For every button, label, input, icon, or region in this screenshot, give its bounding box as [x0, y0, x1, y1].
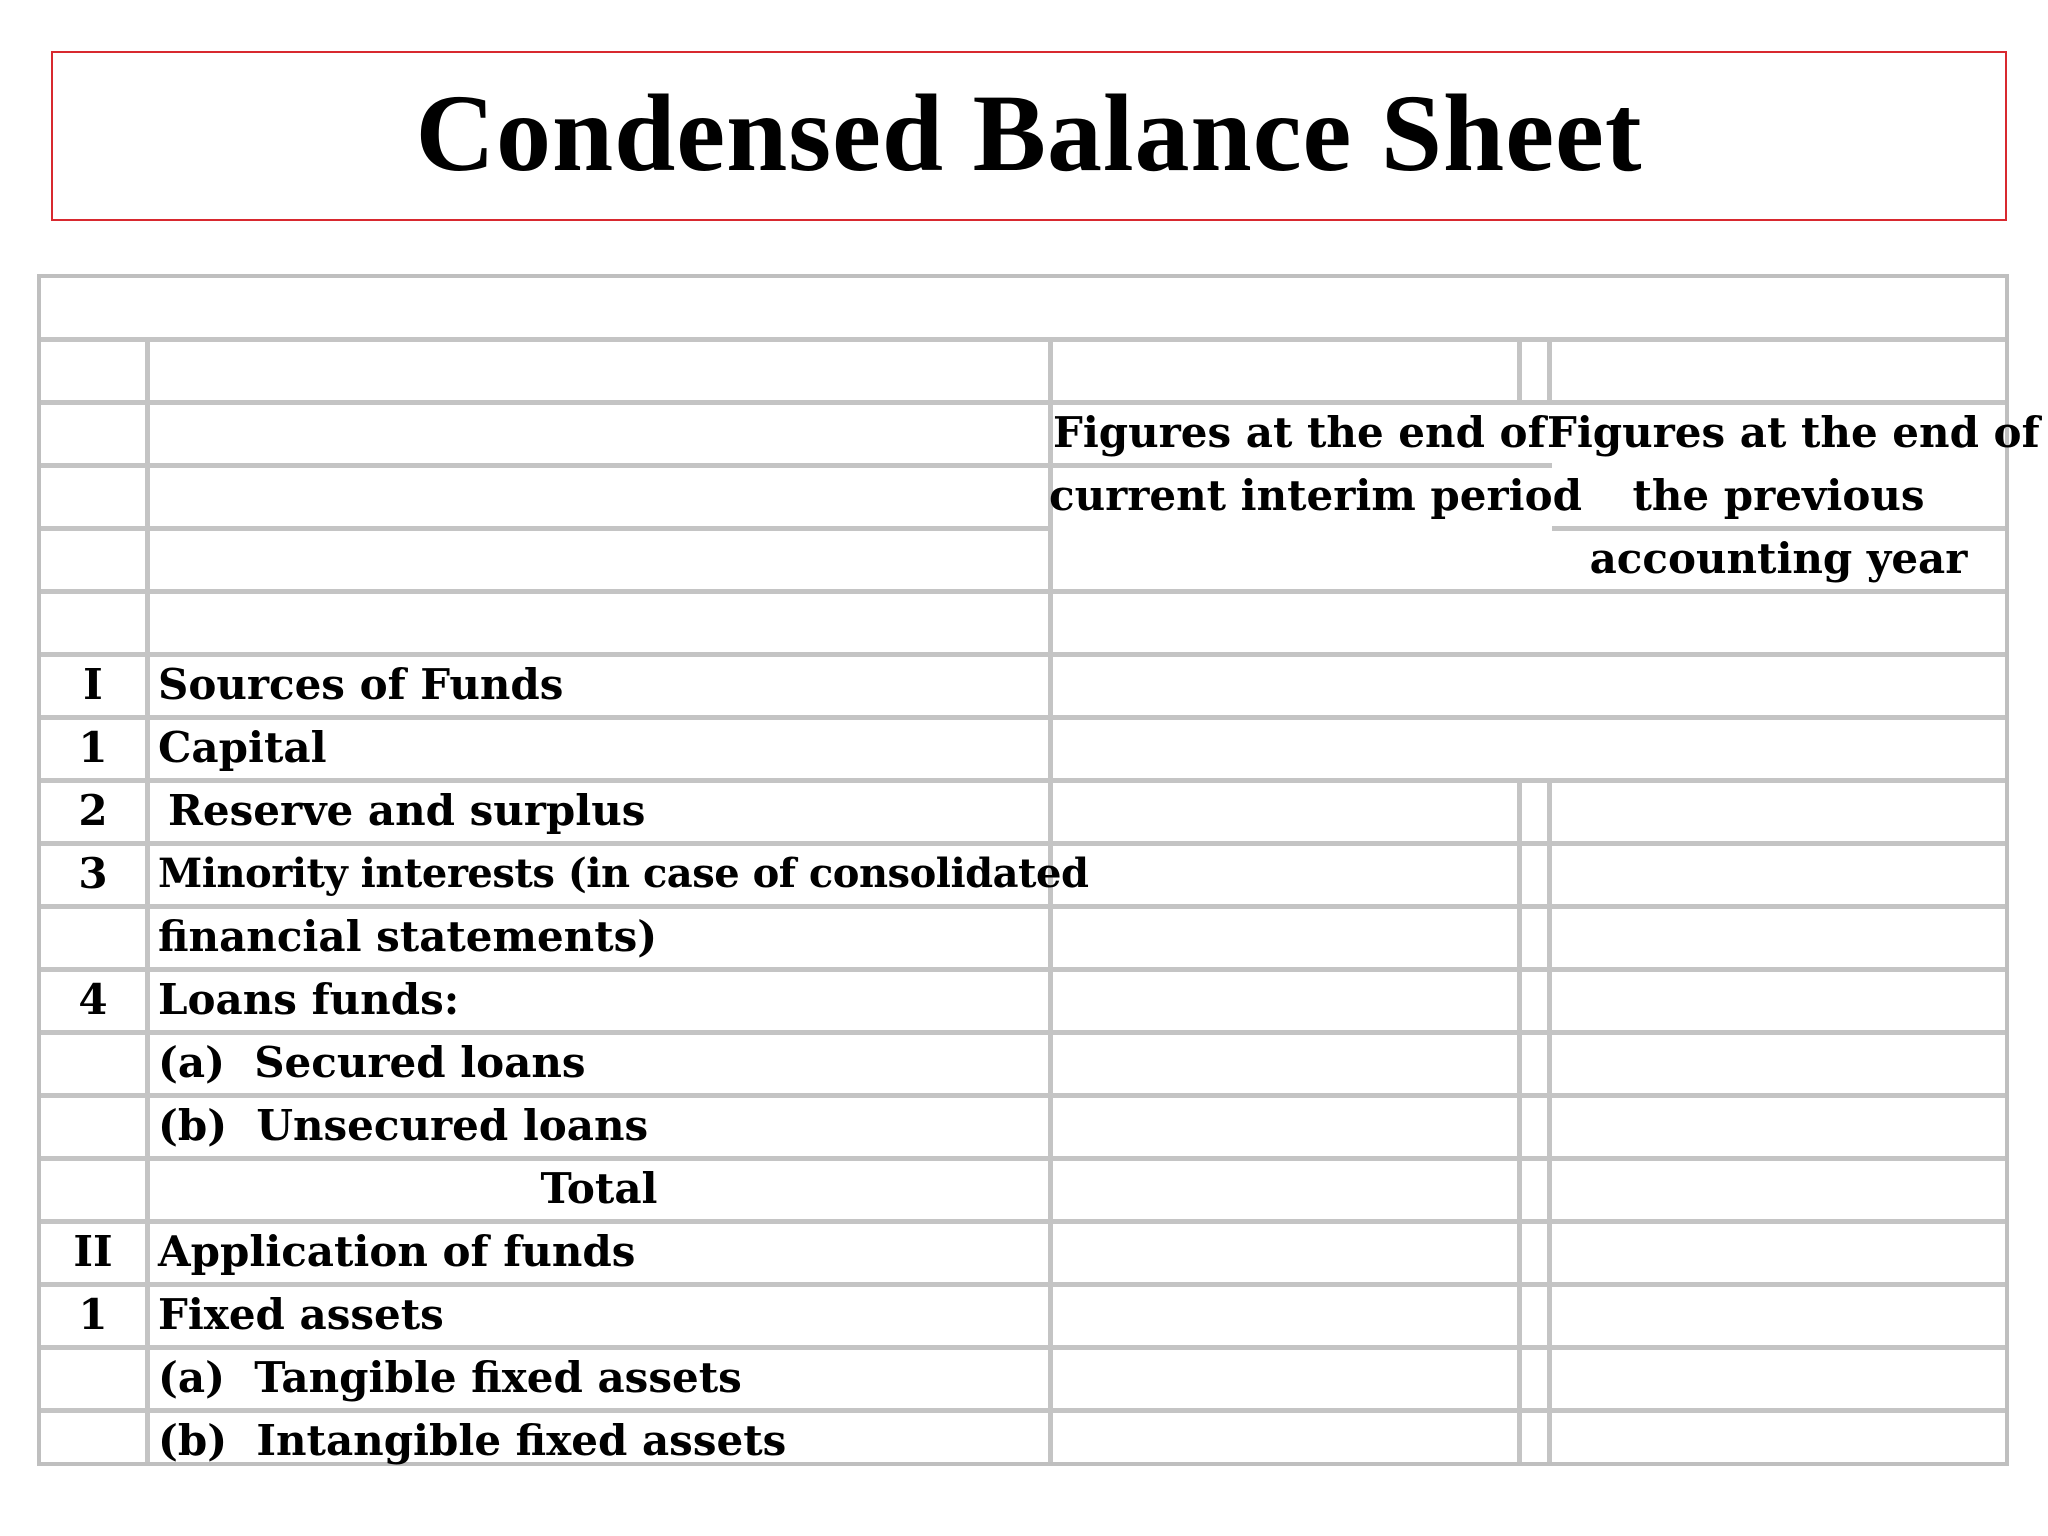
previous-year-header-line: Figures at the end of — [1547, 408, 2040, 457]
row-label: (b) Unsecured loans — [158, 1101, 649, 1150]
row-number: 1 — [78, 723, 108, 772]
row-number: 1 — [78, 1290, 108, 1339]
row-number: 2 — [78, 786, 108, 835]
row-label: Application of funds — [158, 1227, 636, 1276]
row-divider — [41, 337, 2005, 342]
previous-year-header-line: accounting year — [1589, 534, 1968, 583]
row-divider — [41, 589, 2005, 594]
column-divider — [1517, 778, 1522, 1462]
column-divider — [1517, 341, 1522, 404]
row-label: Loans funds: — [158, 975, 460, 1024]
balance-sheet-table — [37, 274, 2040, 1466]
column-divider — [1547, 341, 1552, 404]
row-number: 3 — [78, 849, 108, 898]
total-label: Total — [540, 1164, 658, 1213]
title-box — [51, 51, 2007, 221]
column-divider — [145, 341, 150, 1462]
row-label: Capital — [158, 723, 327, 772]
row-label: Reserve and surplus — [168, 786, 646, 835]
current-period-header-line: Figures at the end of — [1053, 408, 1546, 457]
column-divider — [1547, 778, 1552, 1462]
row-number: I — [83, 660, 103, 709]
row-divider — [41, 526, 1053, 531]
page-title: Condensed Balance Sheet — [415, 71, 1643, 194]
row-label: Fixed assets — [158, 1290, 444, 1339]
row-divider — [41, 715, 2005, 720]
current-period-header-line: current interim period — [1049, 471, 1582, 520]
row-number: II — [73, 1227, 113, 1276]
row-label: financial statements) — [158, 912, 658, 961]
row-label: (b) Intangible fixed assets — [158, 1416, 787, 1465]
row-label: Minority interests (in case of consolidated — [158, 850, 1089, 897]
row-label: Sources of Funds — [158, 660, 564, 709]
row-label: (a) Tangible fixed assets — [158, 1353, 742, 1402]
row-label: (a) Secured loans — [158, 1038, 586, 1087]
row-number: 4 — [78, 975, 108, 1024]
previous-year-header-line: the previous — [1632, 471, 1925, 520]
